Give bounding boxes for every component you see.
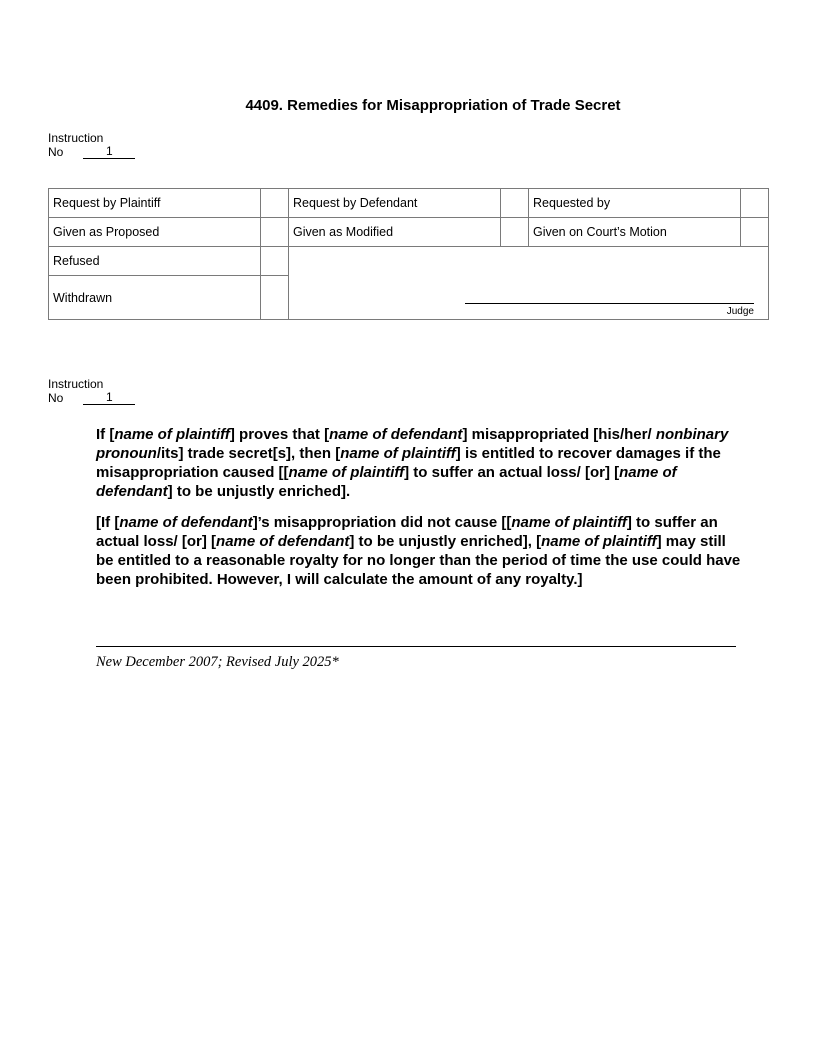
- placeholder-text: name of defendant: [329, 426, 463, 443]
- judge-signature-line[interactable]: [465, 303, 754, 304]
- placeholder-text: name of defendant: [119, 514, 253, 531]
- placeholder-text: name of plaintiff: [541, 533, 657, 550]
- instruction-text-run: ] to suffer an actual loss/ [or] [: [404, 464, 620, 481]
- instruction-text-run: ]’s misappropriation did not cause [[: [252, 514, 512, 531]
- instruction-text-run: ] to suffer an actual loss/ [or] [: [96, 514, 718, 550]
- given-as-proposed-label: Given as Proposed: [49, 218, 261, 247]
- placeholder-text: name of plaintiff: [114, 426, 230, 443]
- instruction-text-run: ] is entitled to recover damages if the misappropriation caused [[: [96, 445, 721, 481]
- instruction-text-run: ] proves that [: [229, 426, 330, 443]
- instruction-text-run: ] may still be entitled to a reasonable royalty for no longer than the period of time the use could have been prohibited. However, I will calculate the amount of any royalty.]: [96, 533, 741, 588]
- instruction-number: 1: [83, 145, 135, 159]
- request-by-defendant-label: Request by Defendant: [288, 189, 500, 218]
- request-by-plaintiff-label: Request by Plaintiff: [49, 189, 261, 218]
- no-label: No: [48, 391, 64, 405]
- placeholder-text: name of plaintiff: [288, 464, 405, 481]
- instruction-number-block-2: [48, 377, 135, 405]
- instruction-title: 4409. Remedies for Misappropriation of Trade Secret: [245, 97, 621, 114]
- instruction-paragraph-2: [96, 513, 741, 589]
- requested-by-label: Requested by: [528, 189, 740, 218]
- instruction-text-run: [If [: [96, 514, 120, 531]
- given-on-courts-motion-checkbox[interactable]: [741, 218, 769, 247]
- revision-history: New December 2007; Revised July 2025*: [96, 654, 339, 670]
- requested-by-checkbox[interactable]: [741, 189, 769, 218]
- given-on-courts-motion-label: Given on Court’s Motion: [528, 218, 740, 247]
- given-as-proposed-checkbox[interactable]: [261, 218, 289, 247]
- instruction-text-run: ] to be unjustly enriched], [: [349, 533, 542, 550]
- placeholder-text: nonbinary pronoun: [96, 426, 729, 462]
- judge-label: Judge: [726, 306, 754, 317]
- placeholder-text: name of plaintiff: [340, 445, 456, 462]
- instruction-number-block: [48, 131, 135, 159]
- instruction-text-run: ] to be unjustly enriched].: [167, 483, 351, 500]
- request-by-plaintiff-checkbox[interactable]: [261, 189, 289, 218]
- placeholder-text: name of defendant: [216, 533, 350, 550]
- instruction-text-run: /its] trade secret[s], then [: [156, 445, 341, 462]
- given-as-modified-checkbox[interactable]: [501, 218, 529, 247]
- instruction-label: Instruction: [48, 377, 104, 391]
- given-as-modified-label: Given as Modified: [288, 218, 500, 247]
- withdrawn-label: Withdrawn: [49, 276, 261, 320]
- instruction-number: 1: [83, 391, 135, 405]
- instruction-label: Instruction: [48, 131, 104, 145]
- withdrawn-checkbox[interactable]: [261, 276, 289, 320]
- placeholder-text: name of defendant: [96, 464, 677, 500]
- instruction-text-run: If [: [96, 426, 115, 443]
- history-divider: [96, 646, 736, 647]
- request-by-defendant-checkbox[interactable]: [501, 189, 529, 218]
- refused-label: Refused: [49, 247, 261, 276]
- instruction-text-run: ] misappropriated [his/her/: [462, 426, 656, 443]
- request-status-table: [48, 188, 769, 320]
- refused-checkbox[interactable]: [261, 247, 289, 276]
- instruction-paragraph-1: [96, 425, 741, 501]
- no-label: No: [48, 145, 64, 159]
- placeholder-text: name of plaintiff: [511, 514, 627, 531]
- judge-signature-area: [288, 247, 768, 320]
- instruction-body: [96, 425, 741, 601]
